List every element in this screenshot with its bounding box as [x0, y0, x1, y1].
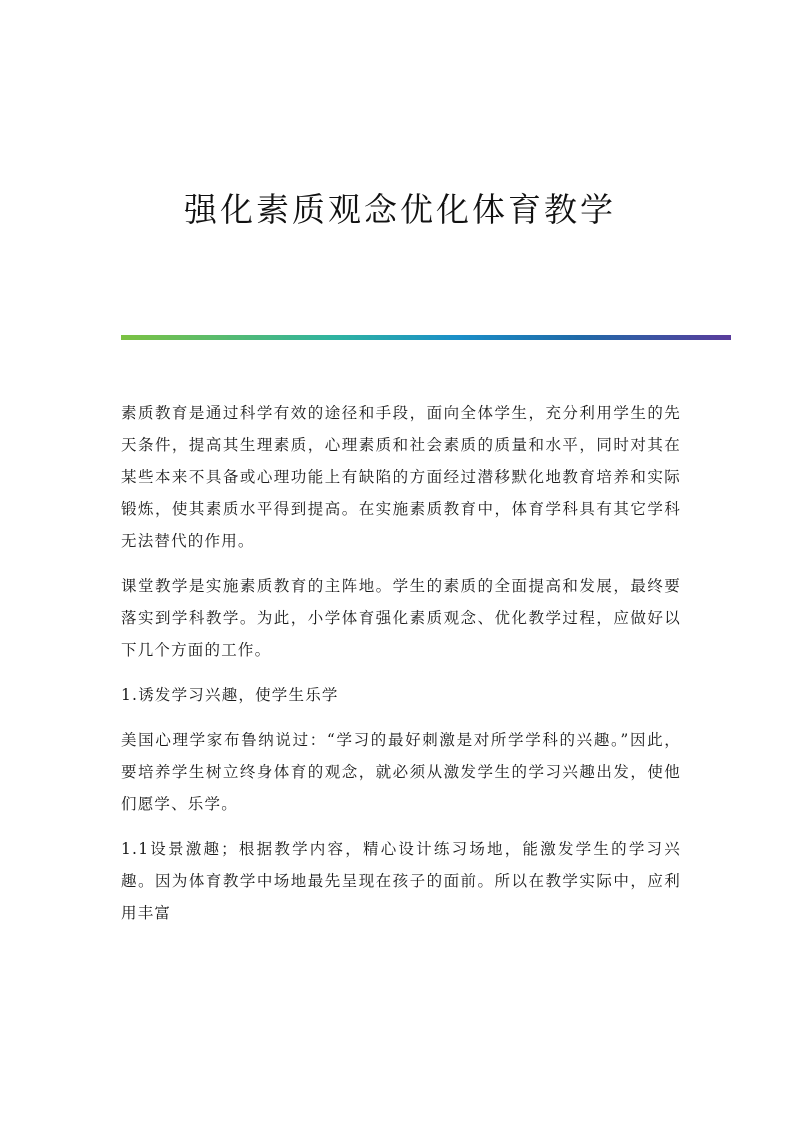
document-body [121, 397, 681, 942]
section-heading: 1.诱发学习兴趣，使学生乐学 [121, 686, 339, 704]
paragraph: 1.1设景激趣；根据教学内容，精心设计练习场地，能激发学生的学习兴趣。因为体育教学中场地最先呈现在孩子的面前。所以在教学实际中，应利用丰富 [121, 840, 681, 922]
paragraph: 课堂教学是实施素质教育的主阵地。学生的素质的全面提高和发展，最终要落实到学科教学。为此，小学体育强化素质观念、优化教学过程，应做好以下几个方面的工作。 [121, 577, 681, 659]
paragraph: 美国心理学家布鲁纳说过：“学习的最好刺激是对所学学科的兴趣。”因此，要培养学生树立终身体育的观念，就必须从激发学生的学习兴趣出发，使他们愿学、乐学。 [121, 731, 681, 813]
paragraph: 素质教育是通过科学有效的途径和手段，面向全体学生，充分利用学生的先天条件，提高其生理素质，心理素质和社会素质的质量和水平，同时对其在某些本来不具备或心理功能上有缺陷的方面经过潜移默化地教育培养和实际锻炼，使其素质水平得到提高。在实施素质教育中，体育学科具有其它学科无法替代的作用。 [121, 404, 681, 550]
title-divider [121, 335, 731, 340]
document-title: 强化素质观念优化体育教学 [184, 190, 616, 229]
